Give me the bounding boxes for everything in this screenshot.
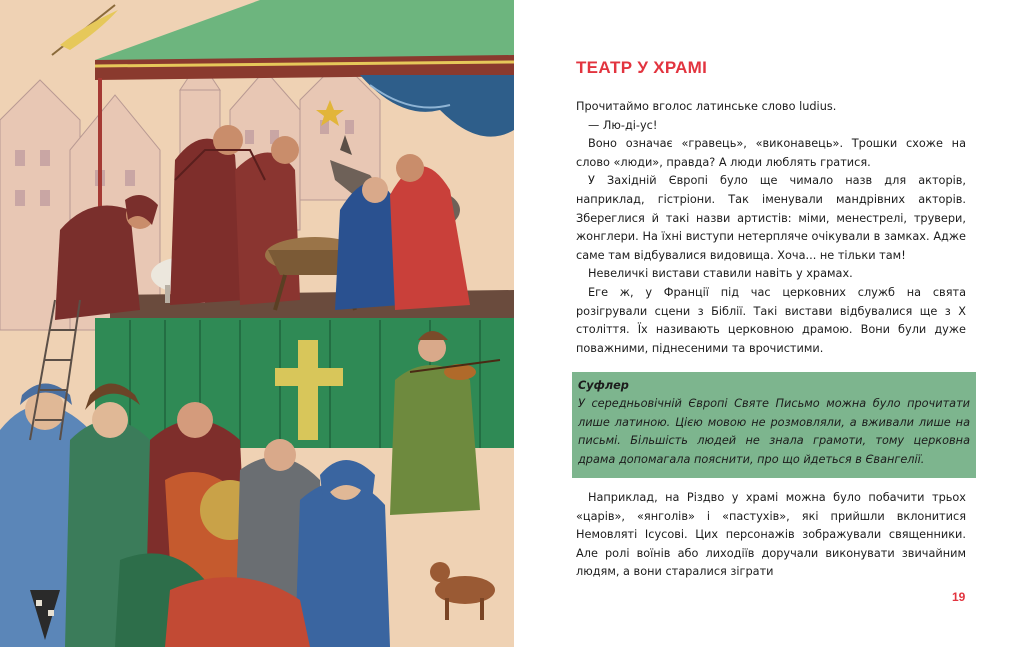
paragraph: Еге ж, у Франції під час церковних служб на свята розігрували сцени з Біблії. Такі вистави відбувалися ще з Х століття. Їх називають церковною драмою. Вони були дуже поважними, піднесеними та врочистими.: [576, 285, 966, 355]
paragraph: — Лю-ді-ус!: [588, 118, 658, 132]
chapter-heading: ТЕАТР У ХРАМІ: [576, 58, 708, 77]
paragraph: У Західній Європі було ще чимало назв для акторів, наприклад, гістріони. Так іменували мандрівних акторів. Збереглися й такі назви артистів: міми, менестрелі, трувери, жонглери. На їхні виступи нетерпляче очікували в замках. Адже саме там відбувалися видовища. Хоча... не тільки там!: [576, 174, 966, 262]
note-title: Суфлер: [578, 379, 629, 392]
body-text-bottom: [576, 489, 966, 582]
paragraph: Наприклад, на Різдво у храмі можна було побачити трьох «царів», «янголів» і «пастухів», які прийшли вклонитися Немовляті Ісусові. Цих персонажів зображували священники. Але ролі воїнів або лиходіїв доручали виконувати звичайним людям, а вони старалися зіграти: [576, 491, 966, 579]
note-text: У середньовічній Європі Святе Письмо можна було прочитати лише латиною. Цією мовою не розмовляли, а вживали лише на письмі. Більшість людей не знала грамоти, тому церковна драма допомагала пояснити, про що йдеться в Євангелії.: [578, 397, 970, 466]
kings-figures: [170, 125, 300, 305]
paragraph: Воно означає «гравець», «виконавець». Трошки схоже на слово «люди», правда? А люди люблять гратися.: [576, 137, 966, 169]
page-number: 19: [952, 590, 966, 604]
paragraph: Прочитаймо вголос латинське слово ludius.: [576, 100, 837, 113]
paragraph: Невеличкі вистави ставили навіть у храмах.: [588, 267, 853, 281]
prompter-note-box: [572, 372, 976, 478]
text-page: [514, 0, 1024, 647]
body-text-top: [576, 98, 966, 358]
